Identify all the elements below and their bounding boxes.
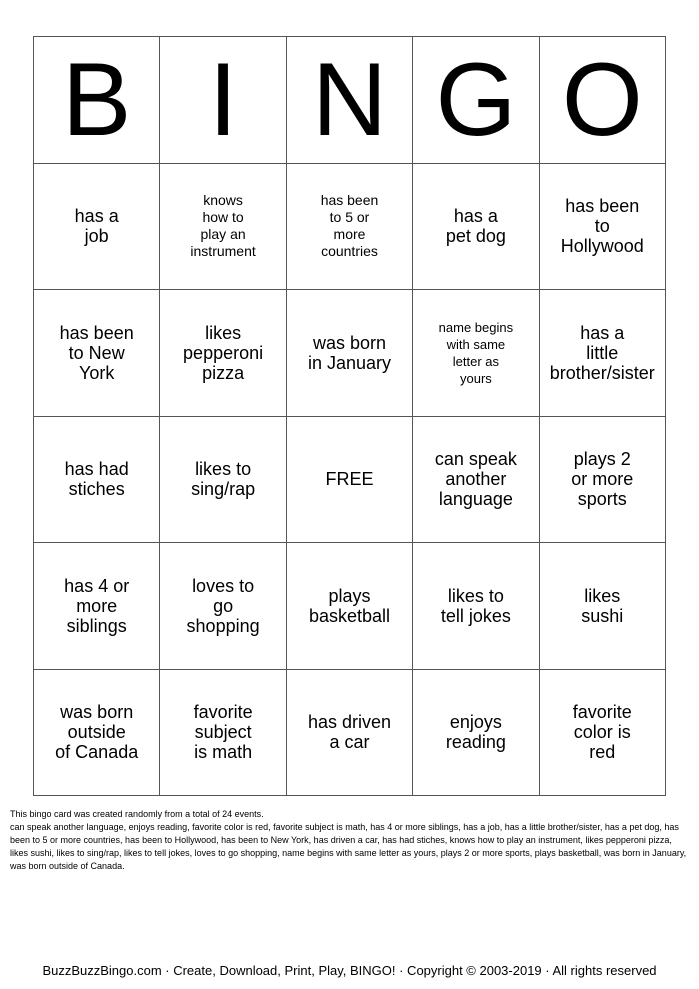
bingo-square — [160, 670, 286, 797]
bingo-square-line: to — [594, 216, 610, 237]
bingo-square-line: has a — [453, 206, 498, 227]
bingo-square-line: can speak — [434, 449, 517, 470]
bingo-square — [34, 543, 160, 670]
bingo-square — [540, 164, 666, 291]
bingo-square-text — [191, 459, 255, 499]
bingo-square-line: favorite — [572, 702, 632, 723]
bingo-square-line: has been — [565, 196, 640, 217]
bingo-square-line: red — [589, 742, 616, 763]
bingo-square — [413, 164, 539, 291]
bingo-square — [34, 670, 160, 797]
bingo-square-line: Hollywood — [560, 236, 644, 257]
bingo-square-line: FREE — [325, 469, 374, 490]
bingo-square-line: sushi — [581, 605, 624, 626]
bingo-square-line: to 5 or — [329, 209, 370, 226]
bingo-square — [287, 543, 413, 670]
bingo-square-line: instrument — [190, 243, 256, 260]
bingo-square — [413, 543, 539, 670]
bingo-square-text — [55, 702, 138, 762]
bingo-square — [413, 417, 539, 544]
bingo-square-line: stiches — [68, 479, 125, 500]
bingo-square-line: has a — [580, 322, 625, 343]
header-letter-g: G — [413, 37, 539, 164]
header-letter-b: B — [34, 37, 160, 164]
bingo-square-line: little — [586, 342, 619, 363]
bingo-square-line: has had — [64, 459, 129, 480]
bingo-square-line: subject — [194, 722, 252, 743]
bingo-square-text — [60, 323, 134, 383]
bingo-square-line: favorite — [193, 702, 253, 723]
bingo-square-text — [571, 449, 633, 509]
card-info-summary: This bingo card was created randomly from a total of 24 events. — [10, 809, 264, 819]
bingo-square-line: has 4 or — [64, 575, 130, 596]
bingo-square-line: plays 2 — [573, 449, 631, 470]
bingo-square-text — [194, 702, 253, 762]
header-letter-i: I — [160, 37, 286, 164]
bingo-square-line: likes to — [195, 459, 252, 480]
bingo-square-text — [441, 586, 511, 626]
bingo-square — [160, 164, 286, 291]
bingo-square — [34, 164, 160, 291]
bingo-square-text — [446, 712, 506, 752]
bingo-square-line: job — [84, 226, 109, 247]
bingo-square-line: or more — [571, 469, 634, 490]
bingo-square — [287, 670, 413, 797]
bingo-square — [34, 290, 160, 417]
bingo-square-text — [561, 196, 644, 256]
bingo-square-text — [325, 469, 373, 489]
bingo-square — [160, 290, 286, 417]
bingo-square-line: likes — [584, 585, 621, 606]
bingo-square-text — [550, 323, 655, 383]
bingo-square-line: shopping — [186, 615, 260, 636]
bingo-square-line: letter as — [452, 353, 499, 369]
bingo-square — [540, 417, 666, 544]
bingo-square-line: color is — [573, 722, 631, 743]
bingo-square-line: outside — [67, 722, 126, 743]
bingo-square-text — [75, 206, 119, 246]
bingo-square-text — [308, 712, 391, 752]
bingo-square — [287, 290, 413, 417]
bingo-square-line: a car — [329, 732, 370, 753]
bingo-square-line: siblings — [66, 615, 127, 636]
bingo-square-line: go — [213, 595, 234, 616]
header-letter-o: O — [540, 37, 666, 164]
bingo-square — [413, 670, 539, 797]
bingo-square-line: York — [79, 362, 115, 383]
bingo-square-line: tell jokes — [440, 605, 511, 626]
header-letter-n: N — [287, 37, 413, 164]
bingo-square-line: more — [76, 595, 118, 616]
bingo-square-line: yours — [459, 370, 492, 386]
bingo-square-line: pizza — [202, 362, 245, 383]
bingo-square-line: how to — [202, 209, 244, 226]
card-info-events: can speak another language, enjoys reading, favorite color is red, favorite subject is math, has 4 or more siblings, has a job, has a little brother/sister, has a pet dog, has been to 5 or more countries, has been to Hollywood, has been to New York, has driven a car, has had stiches, knows how to play an instrument, likes pepperoni pizza, likes sushi, likes to sing/rap, likes to tell jokes, loves to go shopping, name begins with same letter as yours, plays 2 or more sports, plays basketball, was born in January, was born outside of Canada. — [10, 822, 687, 871]
bingo-square — [287, 417, 413, 544]
bingo-square-line: was born — [60, 702, 134, 723]
bingo-square-line: was born — [312, 332, 386, 353]
bingo-square-text — [309, 586, 390, 626]
bingo-square-line: pepperoni — [183, 342, 264, 363]
bingo-square-text — [308, 333, 391, 373]
bingo-square — [34, 417, 160, 544]
bingo-square-line: has driven — [307, 712, 392, 733]
bingo-square-text — [581, 586, 623, 626]
bingo-square-line: knows — [203, 192, 243, 209]
bingo-square — [160, 417, 286, 544]
bingo-square-line: name begins — [438, 319, 514, 335]
bingo-card — [33, 36, 666, 796]
bingo-square-text — [65, 459, 129, 499]
bingo-square-line: another — [445, 469, 507, 490]
bingo-square-line: has been — [59, 322, 134, 343]
bingo-square-line: is math — [194, 742, 253, 763]
bingo-square — [540, 543, 666, 670]
bingo-square-text — [435, 449, 517, 509]
bingo-square-line: sing/rap — [191, 479, 256, 500]
bingo-square-line: to New — [68, 342, 125, 363]
bingo-square-text — [573, 702, 632, 762]
bingo-square — [287, 164, 413, 291]
bingo-square — [160, 543, 286, 670]
bingo-square-line: has been — [320, 192, 379, 209]
bingo-square-line: enjoys — [449, 712, 502, 733]
bingo-square-line: likes — [205, 322, 242, 343]
bingo-square-text — [64, 576, 129, 636]
bingo-square-line: plays — [328, 585, 371, 606]
bingo-square-line: with same — [446, 336, 506, 352]
bingo-square-line: countries — [321, 243, 378, 260]
bingo-square-line: loves to — [192, 575, 255, 596]
bingo-square-line: reading — [445, 732, 506, 753]
bingo-square-line: in January — [307, 352, 392, 373]
bingo-square-text — [439, 319, 513, 387]
bingo-square-line: of Canada — [55, 742, 139, 763]
bingo-square — [540, 670, 666, 797]
bingo-square — [413, 290, 539, 417]
bingo-square-line: brother/sister — [549, 362, 655, 383]
bingo-square-text — [187, 576, 260, 636]
bingo-square-line: pet dog — [445, 226, 506, 247]
bingo-square — [540, 290, 666, 417]
bingo-square-line: play an — [200, 226, 246, 243]
bingo-square-text — [190, 192, 255, 260]
bingo-square-line: more — [333, 226, 366, 243]
card-info — [10, 808, 690, 873]
bingo-square-line: sports — [577, 489, 627, 510]
bingo-square-line: basketball — [308, 605, 391, 626]
footer-copyright: BuzzBuzzBingo.com · Create, Download, Print, Play, BINGO! · Copyright © 2003-2019 · All rights reserved — [42, 963, 657, 978]
bingo-square-text — [446, 206, 506, 246]
bingo-square-text — [321, 192, 379, 260]
bingo-square-text — [183, 323, 263, 383]
bingo-square-line: likes to — [447, 585, 504, 606]
bingo-square-line: language — [438, 489, 513, 510]
bingo-square-line: has a — [74, 206, 119, 227]
